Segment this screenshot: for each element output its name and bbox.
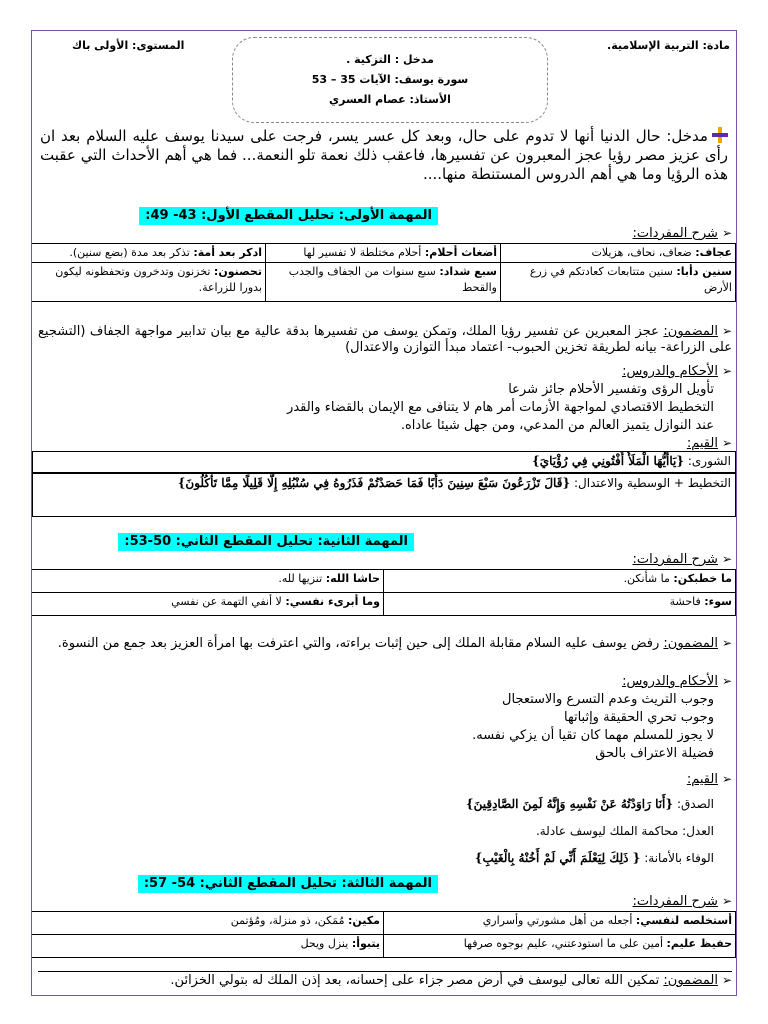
list-item: • الصدق: {أَنَا رَاوَدْتُهُ عَنْ نَفْسِهِ وَإِنَّهُ لَمِنَ الصَّادِقِينَ} bbox=[52, 791, 714, 818]
task2-vocab-heading: ➢شرح المفردات: bbox=[632, 552, 732, 567]
task2-rules-list bbox=[52, 691, 732, 763]
arrow-icon: ➢ bbox=[721, 436, 732, 450]
task1-values-heading: ➢القيم: bbox=[686, 436, 732, 451]
vocab-cell: مكين: مُمَكن، ذو منزلة، ومُؤتمن bbox=[32, 912, 384, 935]
list-item: • العدل: محاكمة الملك ليوسف عادلة. bbox=[52, 818, 714, 845]
task1-vocab-table bbox=[31, 243, 736, 302]
intro-paragraph bbox=[40, 127, 728, 184]
task2-values-list bbox=[52, 791, 732, 872]
list-item: • التخطيط الاقتصادي لمواجهة الأزمات أمر هام لا يتنافى مع الإيمان بالقضاء والقدر bbox=[52, 399, 714, 417]
plus-icon bbox=[712, 127, 728, 143]
intro-label: مدخل: bbox=[666, 127, 708, 145]
lesson-info-box bbox=[232, 37, 548, 123]
task2-values-heading: ➢القيم: bbox=[686, 772, 732, 787]
table-row bbox=[32, 244, 736, 263]
subject-label: مادة: التربية الإسلامية. bbox=[607, 39, 730, 52]
task1-value-row: الشورى: {يَاأَيُّهَا الْمَلَأُ أَفْتُونِي فِي رُؤْيَايَ} bbox=[32, 451, 736, 473]
task2-title: المهمة الثانية: تحليل المقطع الثاني: 50-53: bbox=[118, 533, 414, 551]
table-row bbox=[32, 935, 736, 958]
surah-label: سورة يوسف: الآيات 35 – 53 bbox=[311, 73, 469, 86]
arrow-icon: ➢ bbox=[721, 636, 732, 650]
task1-rules-list bbox=[52, 381, 732, 435]
list-item: • الوفاء بالأمانة: { ذَلِكَ لِيَعْلَمَ أَنِّي لَمْ أَخُنْهُ بِالْغَيْبِ} bbox=[52, 845, 714, 872]
arrow-icon: ➢ bbox=[721, 674, 732, 688]
vocab-cell: ما خطبكن: ما شأنكن. bbox=[384, 570, 736, 593]
task3-vocab-table bbox=[31, 911, 736, 958]
list-item: • تأويل الرؤى وتفسير الأحلام جائز شرعا bbox=[52, 381, 714, 399]
entry-label: مدخل : التزكية . bbox=[346, 53, 434, 66]
vocab-cell: يتبوأ: ينزل ويحل bbox=[32, 935, 384, 958]
task2-rules-heading: ➢الأحكام والدروس: bbox=[622, 674, 732, 689]
arrow-icon: ➢ bbox=[721, 226, 732, 240]
vocab-cell: حفيظ عليم: أمين على ما استودعتني، عليم بوجوه صرفها bbox=[384, 935, 736, 958]
arrow-icon: ➢ bbox=[721, 973, 732, 987]
list-item: • وجوب تحري الحقيقة وإثباتها bbox=[52, 709, 714, 727]
vocab-cell: حاشا الله: تنزيها لله. bbox=[32, 570, 384, 593]
vocab-cell: ادكر بعد أمة: تذكر بعد مدة (بضع سنين). bbox=[32, 244, 266, 263]
task1-content: ➢المضمون: عجز المعبرين عن تفسير رؤيا الملك، وتمكن يوسف من تفسيرها بدقة عالية مع بيان تدابير مواجهة الجفاف (التشجيع على الزراعة- بيانه لطريقة تخزين الحبوب- اعتماد مبدأ التوازن والاعتدال) bbox=[38, 324, 732, 355]
list-item: • وجوب التريث وعدم التسرع والاستعجال bbox=[52, 691, 714, 709]
arrow-icon: ➢ bbox=[721, 772, 732, 786]
task3-content: ➢المضمون: تمكين الله تعالى ليوسف في أرض مصر جزاء على إحسانه، بعد إذن الملك له بتولي الخزائن. bbox=[38, 971, 732, 989]
table-row bbox=[32, 912, 736, 935]
vocab-cell: أضغاث أحلام: أحلام مختلطة لا تفسير لها bbox=[266, 244, 501, 263]
list-item: • لا يجوز للمسلم مهما كان تقيا أن يزكي نفسه. bbox=[52, 727, 714, 745]
vocab-cell: سبع شداد: سبع سنوات من الجفاف والجدب والقحط bbox=[266, 263, 501, 302]
task1-rules-heading: ➢الأحكام والدروس: bbox=[622, 364, 732, 379]
teacher-label: الأستاذ: عصام العسري bbox=[329, 93, 451, 106]
level-label: المستوى: الأولى باك bbox=[72, 39, 185, 52]
task3-vocab-heading: ➢شرح المفردات: bbox=[632, 894, 732, 909]
vocab-cell: وما أبرىء نفسي: لا أنفي التهمة عن نفسي bbox=[32, 593, 384, 616]
table-row bbox=[32, 263, 736, 302]
arrow-icon: ➢ bbox=[721, 552, 732, 566]
task2-content: ➢المضمون: رفض يوسف عليه السلام مقابلة الملك إلى حين إثبات براءته، والتي اعترفت بها امرأة العزيز بعد جمع من النسوة. bbox=[57, 636, 732, 651]
intro-text: حال الدنيا أنها لا تدوم على حال، وبعد كل عسر يسر، فرجت على سيدنا يوسف عليه السلام بعد ان رأى عزيز مصر رؤيا عجز المعبرون عن تفسيرها، فاعقب ذلك نعمة تلو النعمة... فما هي أهم الأحداث التي عقبت هذه الرؤيا وما هي أهم الدروس المستنطة منها.... bbox=[40, 127, 728, 183]
vocab-cell: سوء: فاحشة bbox=[384, 593, 736, 616]
arrow-icon: ➢ bbox=[721, 364, 732, 378]
vocab-cell: عجاف: ضعاف، نحاف، هزيلات bbox=[501, 244, 736, 263]
list-item: • فضيلة الاعتراف بالحق bbox=[52, 745, 714, 763]
task1-vocab-heading-text: شرح المفردات: bbox=[632, 226, 718, 241]
list-item: • عند النوازل يتميز العالم من المدعي، ومن جهل شيئا عاداه. bbox=[52, 417, 714, 435]
arrow-icon: ➢ bbox=[721, 894, 732, 908]
vocab-cell: أستخلصه لنفسي: أجعله من أهل مشورتي وأسراري bbox=[384, 912, 736, 935]
vocab-cell: تحصنون: تخزنون وتدخرون وتحفظونه ليكون بدورا للزراعة. bbox=[32, 263, 266, 302]
task1-value-row: التخطيط + الوسطية والاعتدال: {قَالَ تَزْرَعُونَ سَبْعَ سِنِينَ دَأَبًا فَمَا حَصَدْتُمْ فَذَرُوهُ فِي سُنْبُلِهِ إِلَّا قَلِيلًا مِمَّا تَأْكُلُونَ} bbox=[32, 473, 736, 517]
arrow-icon: ➢ bbox=[721, 324, 732, 338]
table-row bbox=[32, 570, 736, 593]
task3-title: المهمة الثالثة: تحليل المقطع الثاني: 54- 57: bbox=[138, 875, 438, 893]
task2-vocab-table bbox=[31, 569, 736, 616]
vocab-cell: سنين دأبا: سنين متتابعات كعادتكم في زرع الأرض bbox=[501, 263, 736, 302]
worksheet-page bbox=[31, 30, 737, 996]
table-row bbox=[32, 593, 736, 616]
task1-vocab-heading bbox=[632, 225, 732, 242]
task1-title: المهمة الأولى: تحليل المقطع الأول: 43- 49: bbox=[139, 207, 438, 225]
